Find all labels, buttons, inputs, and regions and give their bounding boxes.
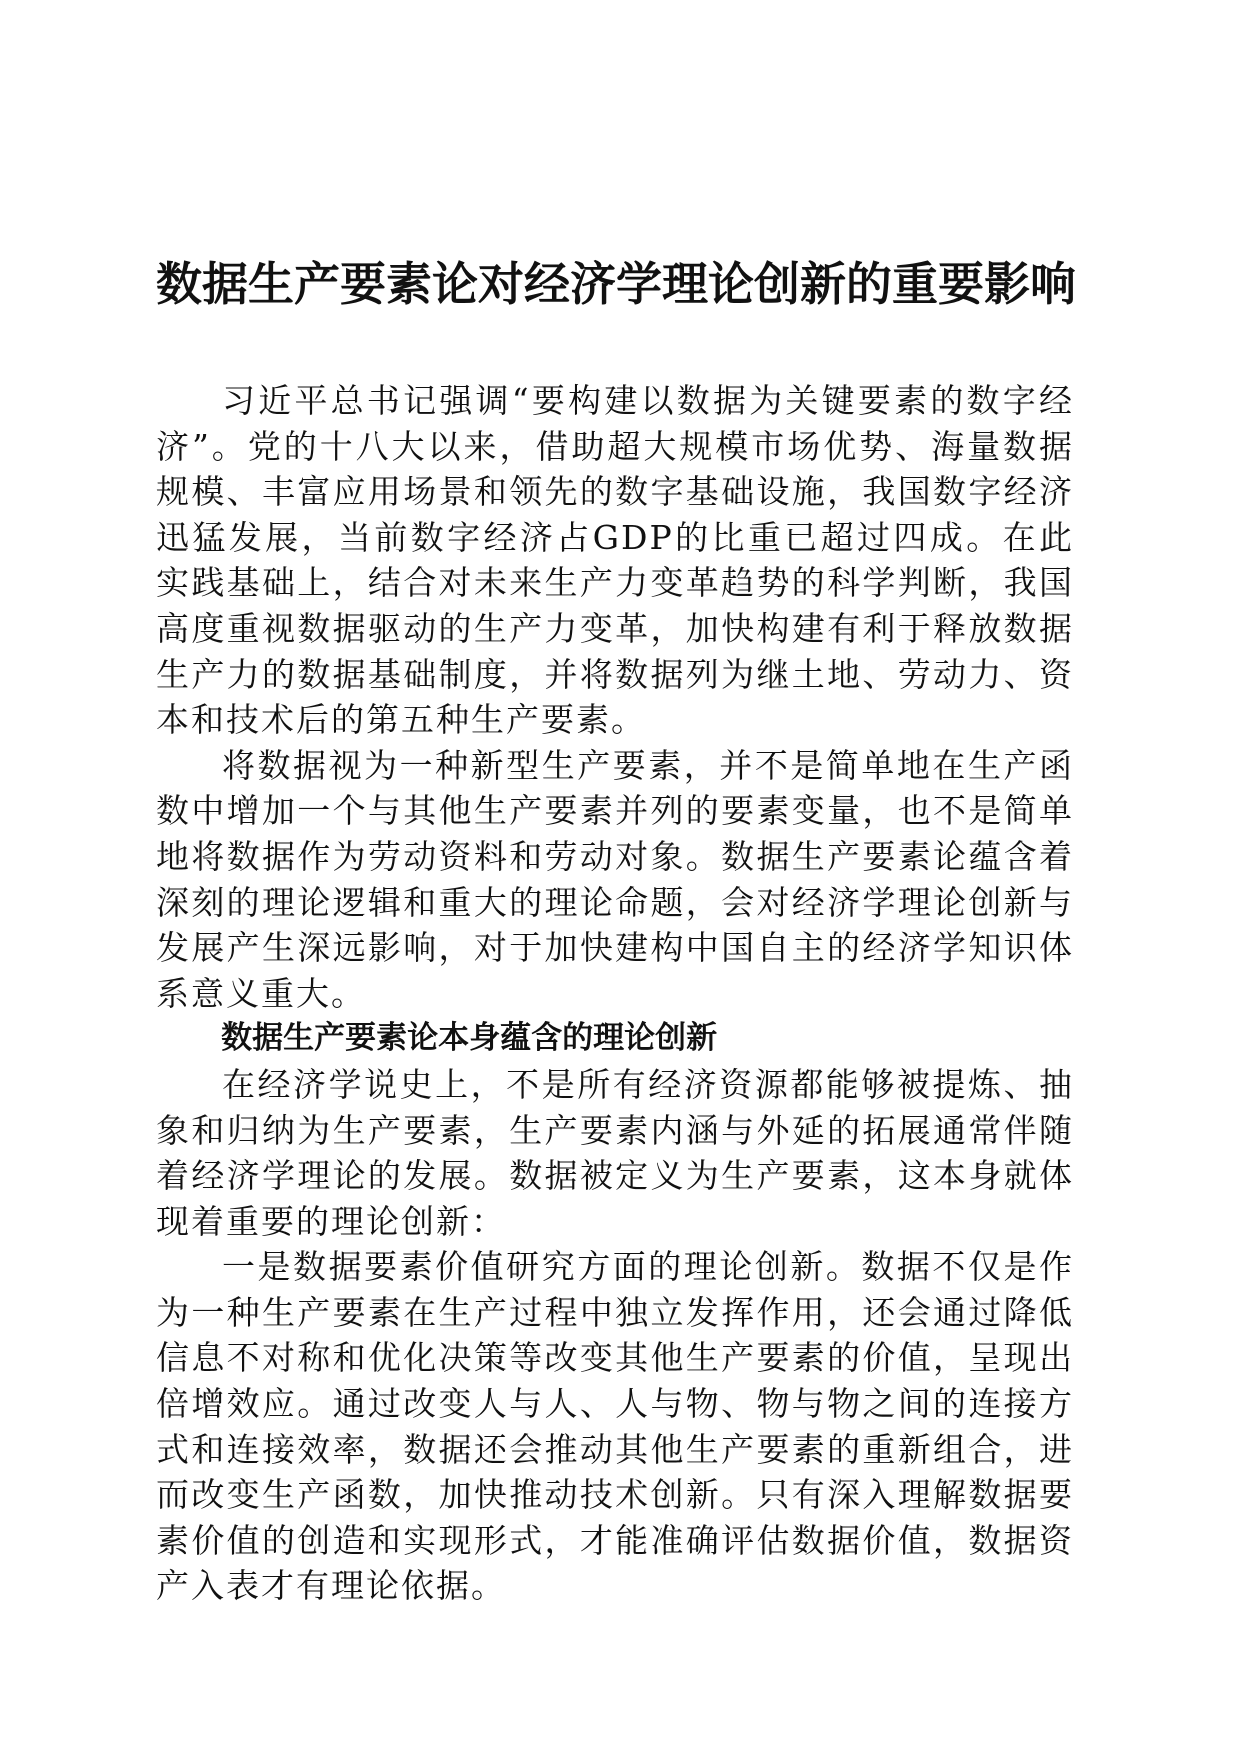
document-body (156, 378, 1074, 1609)
paragraph-value-innovation: 一是数据要素价值研究方面的理论创新。数据不仅是作为一种生产要素在生产过程中独立发挥作用，还会通过降低信息不对称和优化决策等改变其他生产要素的价值，呈现出倍增效应。通过改变人与人、人与物、物与物之间的连接方式和连接效率，数据还会推动其他生产要素的重新组合，进而改变生产函数，加快推动技术创新。只有深入理解数据要素价值的创造和实现形式，才能准确评估数据价值，数据资产入表才有理论依据。 (156, 1247, 1074, 1606)
document-title: 数据生产要素论对经济学理论创新的重要影响 (156, 257, 1076, 311)
paragraph-intro: 习近平总书记强调“要构建以数据为关键要素的数字经济”。党的十八大以来，借助超大规模市场优势、海量数据规模、丰富应用场景和领先的数字基础设施，我国数字经济迅猛发展，当前数字经济占GDP的比重已超过四成。在此实践基础上，结合对未来生产力变革趋势的科学判断，我国高度重视数据驱动的生产力变革，加快构建有利于释放数据生产力的数据基础制度，并将数据列为继土地、劳动力、资本和技术后的第五种生产要素。 (156, 381, 1074, 740)
section-heading: 数据生产要素论本身蕴含的理论创新 (221, 1020, 718, 1057)
paragraph-significance: 将数据视为一种新型生产要素，并不是简单地在生产函数中增加一个与其他生产要素并列的要素变量，也不是简单地将数据作为劳动资料和劳动对象。数据生产要素论蕴含着深刻的理论逻辑和重大的理论命题，会对经济学理论创新与发展产生深远影响，对于加快建构中国自主的经济学知识体系意义重大。 (156, 745, 1074, 1013)
paragraph-history: 在经济学说史上，不是所有经济资源都能够被提炼、抽象和归纳为生产要素，生产要素内涵与外延的拓展通常伴随着经济学理论的发展。数据被定义为生产要素，这本身就体现着重要的理论创新： (156, 1064, 1074, 1241)
